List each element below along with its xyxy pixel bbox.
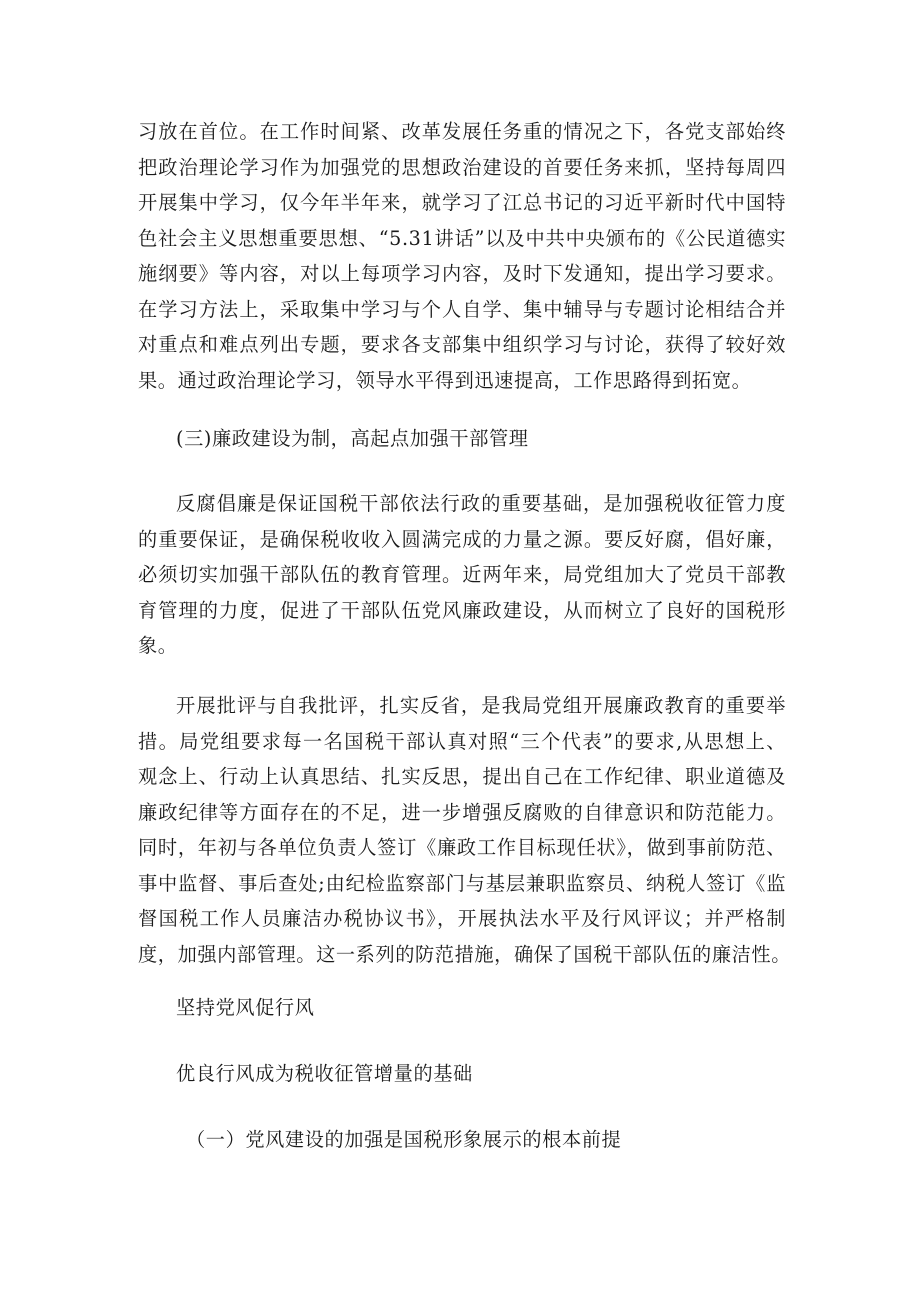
heading-good-conduct: 优良行风成为税收征管增量的基础 bbox=[176, 1062, 473, 1085]
text-line: 督国税工作人员廉洁办税协议书》，开展执法水平及行风评议；并严格制 bbox=[138, 907, 786, 930]
text-line: 观念上、行动上认真思结、扎实反思，提出自己在工作纪律、职业道德及 bbox=[138, 765, 786, 788]
text-line: 象。 bbox=[138, 634, 178, 657]
section-heading-san: (三)廉政建设为制，高起点加强干部管理 bbox=[176, 427, 529, 450]
text-line: 开展集中学习，仅今年半年来，就学习了江总书记的习近平新时代中国特 bbox=[138, 191, 786, 214]
section-heading-yi: （一）党风建设的加强是国税形象展示的根本前提 bbox=[186, 1128, 622, 1151]
text-line: 事中监督、事后查处;由纪检监察部门与基层兼职监察员、纳税人签订《监 bbox=[138, 871, 786, 895]
text-line: 开展批评与自我批评，扎实反省，是我局党组开展廉政教育的重要举 bbox=[176, 694, 786, 717]
text-line: 把政治理论学习作为加强党的思想政治建设的首要任务来抓，坚持每周四 bbox=[138, 155, 786, 179]
text-line: 廉政纪律等方面存在的不足，进一步增强反腐败的自律意识和防范能力。 bbox=[138, 800, 786, 824]
text-line: 色社会主义思想重要思想、“5.31讲话”以及中共中央颁布的《公民道德实 bbox=[138, 226, 786, 250]
text-line: 反腐倡廉是保证国税干部依法行政的重要基础，是加强税收征管力度 bbox=[176, 492, 786, 515]
text-line: 措。局党组要求每一名国税干部认真对照“三个代表”的要求,从思想上、 bbox=[138, 729, 786, 753]
text-line: 施纲要》等内容，对以上每项学习内容，及时下发通知，提出学习要求。 bbox=[138, 262, 786, 285]
paragraph-anti-corruption bbox=[138, 486, 786, 664]
text-line: 果。通过政治理论学习，领导水平得到迅速提高，工作思路得到拓宽。 bbox=[138, 368, 752, 392]
text-line: 习放在首位。在工作时间紧、改革发展任务重的情况之下，各党支部始终 bbox=[138, 120, 786, 143]
text-line: 度，加强内部管理。这一系列的防范措施，确保了国税干部队伍的廉洁性。 bbox=[138, 942, 791, 966]
paragraph-political-study bbox=[138, 114, 786, 398]
text-line: 的重要保证，是确保税收收入圆满完成的力量之源。要反好腐，倡好廉， bbox=[138, 527, 786, 551]
heading-party-style: 坚持党风促行风 bbox=[176, 996, 315, 1019]
text-line: 同时，年初与各单位负责人签订《廉政工作目标现任状》，做到事前防范、 bbox=[138, 836, 786, 859]
text-line: 在学习方法上，采取集中学习与个人自学、集中辅导与专题讨论相结合并 bbox=[138, 297, 786, 321]
text-line: 育管理的力度，促进了干部队伍党风廉政建设，从而树立了良好的国税形 bbox=[138, 598, 786, 622]
text-line: 对重点和难点列出专题，要求各支部集中组织学习与讨论，获得了较好效 bbox=[138, 333, 786, 356]
paragraph-criticism bbox=[138, 688, 791, 972]
text-line: 必须切实加强干部队伍的教育管理。近两年来，局党组加大了党员干部教 bbox=[138, 563, 786, 586]
